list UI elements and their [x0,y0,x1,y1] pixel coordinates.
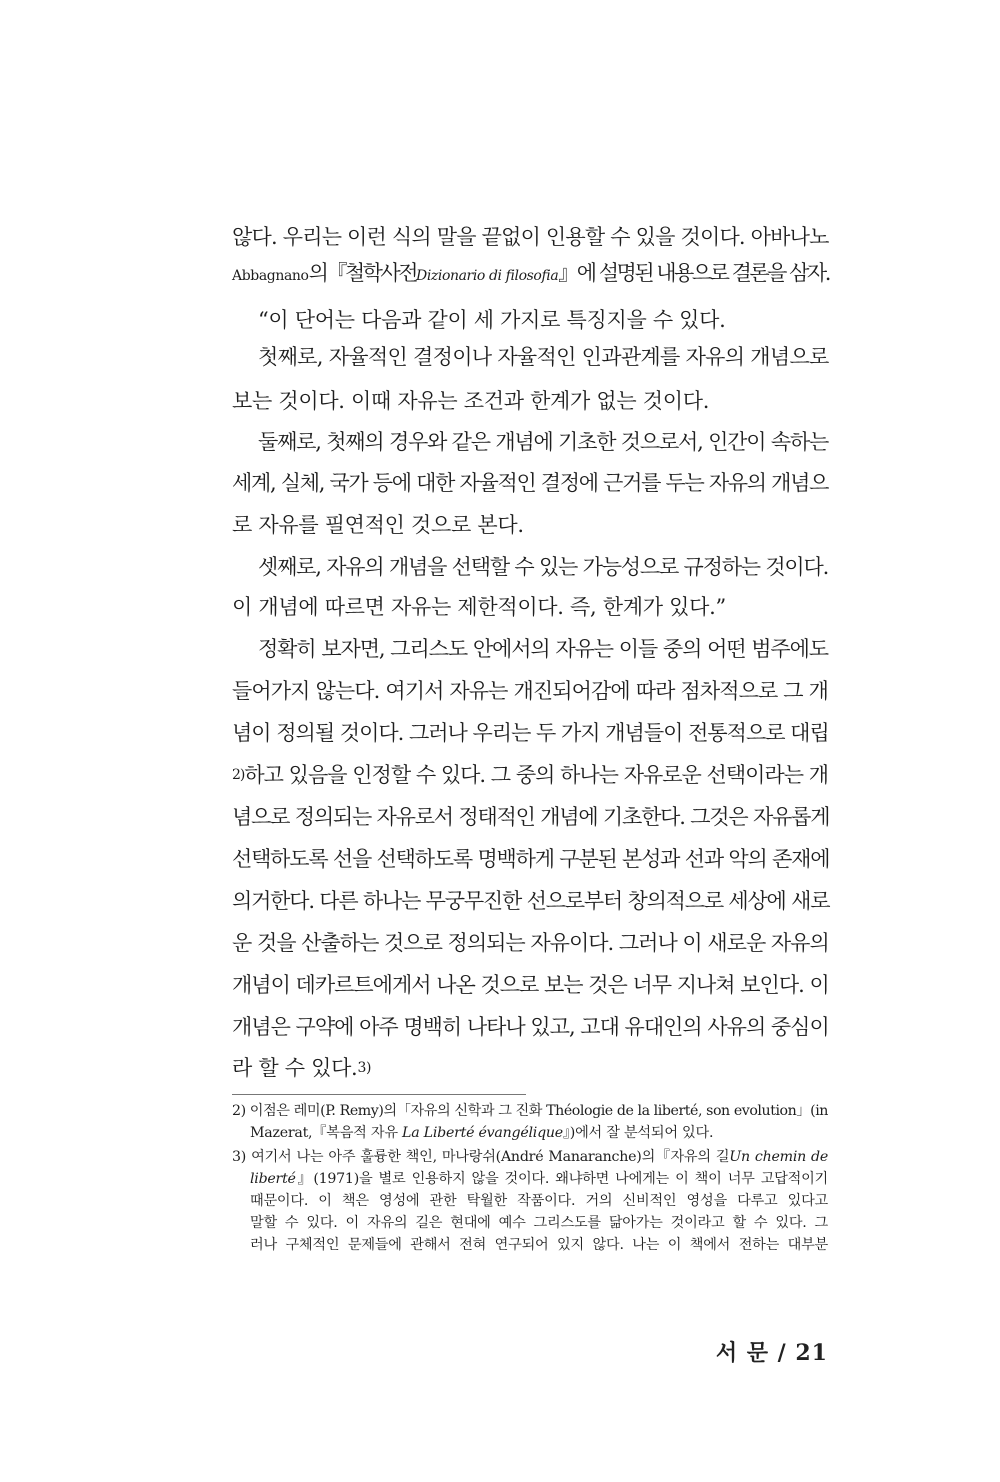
body-line [232,258,828,291]
footnote-line: 말할 수 있다. 이 자유의 길은 현대에 예수 그리스도를 닮아가는 것이라고 할 수 있다. 그 [250,1215,828,1231]
footnote-line [250,1169,828,1190]
author-name: Abbagnano [232,268,309,284]
body-line: 정확히 보자면, 그리스도 안에서의 자유는 이들 중의 어떤 범주에도 [258,637,828,661]
body-line: 않다. 우리는 이런 식의 말을 끝없이 인용할 수 있을 것이다. 아바나노 [232,225,829,249]
body-line: 선택하도록 선을 선택하도록 명백하게 구분된 본성과 선과 악의 존재에 [232,847,830,871]
body-line: 세계, 실체, 국가 등에 대한 자율적인 결정에 근거를 두는 자유의 개념으 [232,471,829,495]
body-line: 개념은 구약에 아주 명백히 나타나 있고, 고대 유대인의 사유의 중심이 [232,1015,829,1039]
body-line: 개념이 데카르트에게서 나온 것으로 보는 것은 너무 지나쳐 보인다. 이 [232,973,829,997]
footnote-text: 』)에서 잘 분석되어 있다. [562,1125,714,1141]
footnote-divider [232,1094,526,1095]
book-title: liberté [250,1171,296,1187]
footnote-ref: 3) [357,1060,372,1076]
book-title: La Liberté évangélique [402,1125,563,1141]
footnote-line: 때문이다. 이 책은 영성에 관한 탁월한 작품이다. 거의 신비적인 영성을 다루고 있다고 [250,1193,828,1209]
body-text: 의『철학사전 [308,261,416,285]
footnote-text: 3) 여기서 나는 아주 훌륭한 책인, 마나랑쉬(André Manaranche)의『자유의 길 [232,1149,730,1165]
footnote-text: 』(1971)을 별로 인용하지 않을 것이다. 왜냐하면 나에게는 이 책이 너무 고답적이기 [295,1171,828,1187]
book-title: Un chemin de [729,1149,828,1165]
body-text: 라 할 수 있다. [232,1056,358,1080]
quote-line: “이 단어는 다음과 같이 세 가지로 특징지을 수 있다. [258,308,726,332]
book-title: Dizionario di filosofia [416,268,559,284]
body-line: 념으로 정의되는 자유로서 정태적인 개념에 기초한다. 그것은 자유롭게 [232,805,830,829]
body-line: 념이 정의될 것이다. 그러나 우리는 두 가지 개념들이 전통적으로 대립 [232,721,829,745]
body-line: 둘째로, 첫째의 경우와 같은 개념에 기초한 것으로서, 인간이 속하는 [258,430,829,454]
footnote-text: Mazerat,『복음적 자유 [250,1125,403,1141]
body-line: 첫째로, 자율적인 결정이나 자율적인 인과관계를 자유의 개념으로 [258,345,829,369]
body-text: 』에 설명된 내용으로 결론을 삼자. [558,261,829,285]
footnote-line: 러나 구체적인 문제들에 관해서 전혀 연구되어 있지 않다. 나는 이 책에서 전하는 대부분 [250,1237,828,1253]
body-text: 하고 있음을 인정할 수 있다. 그 중의 하나는 자유로운 선택이라는 개 [244,763,828,787]
page-number: 서 문 / 21 [715,1340,828,1366]
body-line: 셋째로, 자유의 개념을 선택할 수 있는 가능성으로 규정하는 것이다. [258,555,829,579]
footnote-ref: 2) [232,767,245,783]
body-line [232,760,828,790]
body-line: 운 것을 산출하는 것으로 정의되는 자유이다. 그러나 이 새로운 자유의 [232,931,829,955]
body-line: 의거한다. 다른 하나는 무궁무진한 선으로부터 창의적으로 세상에 새로 [232,889,830,913]
footnote-line [250,1123,828,1144]
body-line: 이 개념에 따르면 자유는 제한적이다. 즉, 한계가 있다.” [232,595,726,619]
body-line: 로 자유를 필연적인 것으로 본다. [232,513,524,537]
body-line: 보는 것이다. 이때 자유는 조건과 한계가 없는 것이다. [232,389,710,413]
body-line [232,1053,828,1083]
body-line: 들어가지 않는다. 여기서 자유는 개진되어감에 따라 점차적으로 그 개 [232,679,828,703]
footnote-line [232,1147,828,1168]
footnote-line: 2) 이점은 레미(P. Remy)의「자유의 신학과 그 진화 Théologie de la liberté, son evolution」(in [232,1103,828,1119]
